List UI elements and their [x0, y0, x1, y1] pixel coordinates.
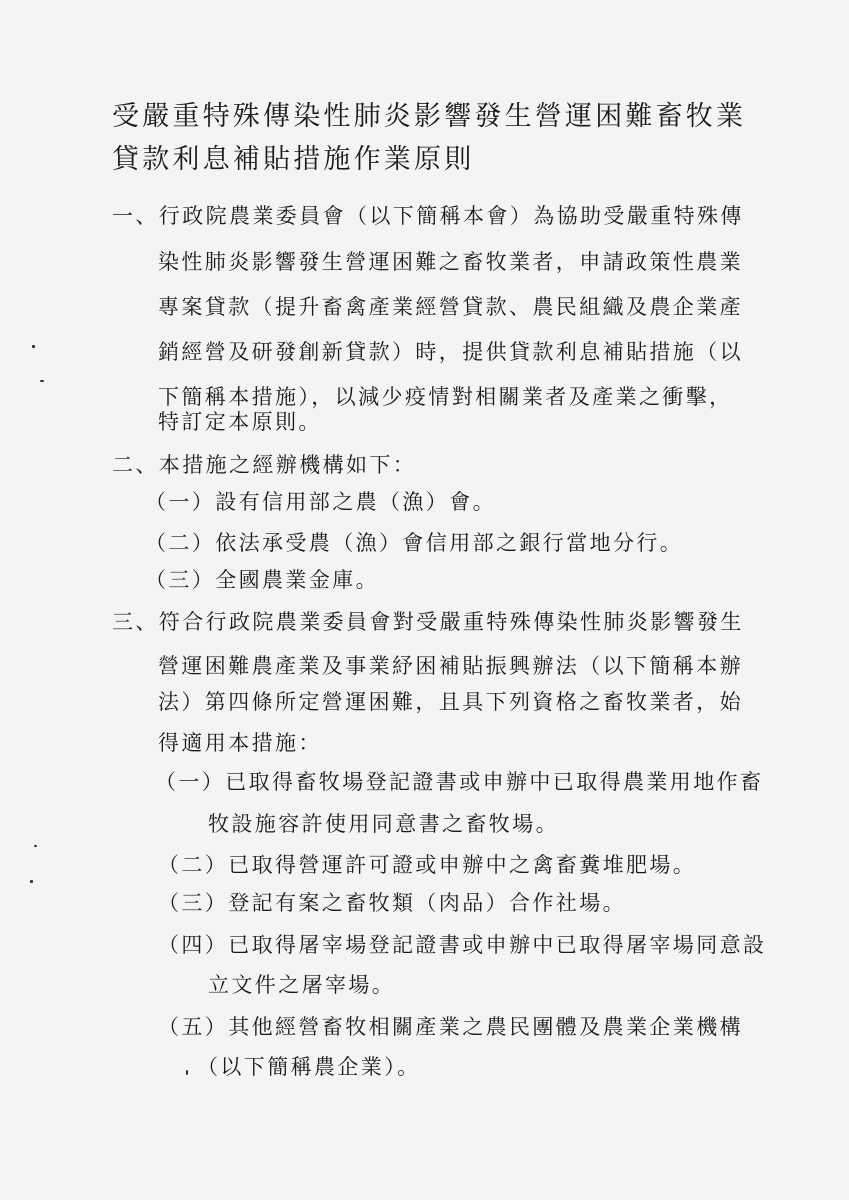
section-2-heading: 二、本措施之經辦機構如下： — [112, 453, 417, 477]
section-2-item-2: （二）依法承受農（漁）會信用部之銀行當地分行。 — [145, 531, 684, 555]
section-1-line-1: 一、行政院農業委員會（以下簡稱本會）為協助受嚴重特殊傳 — [112, 204, 744, 228]
scan-speck — [186, 1070, 188, 1075]
section-1-line-5: 下簡稱本措施），以減少疫情對相關業者及產業之衝擊， — [158, 385, 733, 409]
section-3-item-5-line-2: （以下簡稱農企業）。 — [197, 1055, 421, 1079]
section-3-line-3: 法）第四條所定營運困難，且具下列資格之畜牧業者，始 — [158, 690, 743, 714]
section-1-line-6: 特訂定本原則。 — [158, 410, 322, 434]
section-2-item-1: （一）設有信用部之農（漁）會。 — [145, 490, 496, 514]
section-1-line-4: 銷經營及研發創新貸款）時，提供貸款利息補貼措施（以 — [158, 340, 743, 364]
section-3-item-2: （二）已取得營運許可證或申辦中之禽畜糞堆肥場。 — [158, 853, 697, 877]
section-3-line-4: 得適用本措施： — [158, 731, 322, 755]
section-3-item-4-line-1: （四）已取得屠宰場登記證書或申辦中已取得屠宰場同意設 — [158, 933, 767, 957]
section-3-line-2: 營運困難農產業及事業紓困補貼振興辦法（以下簡稱本辦 — [158, 654, 743, 678]
section-3-item-4-line-2: 立文件之屠宰場。 — [208, 973, 396, 997]
section-1-line-2: 染性肺炎影響發生營運困難之畜牧業者，申請政策性農業 — [158, 250, 743, 274]
section-3-item-3: （三）登記有案之畜牧類（肉品）合作社場。 — [158, 891, 626, 915]
document-title-line-2: 貸款利息補貼措施作業原則 — [112, 144, 475, 175]
section-3-item-1-line-1: （一）已取得畜牧場登記證書或申辦中已取得農業用地作畜 — [155, 770, 764, 794]
section-3-line-1: 三、符合行政院農業委員會對受嚴重特殊傳染性肺炎影響發生 — [112, 610, 744, 634]
scan-speck — [34, 845, 37, 847]
document-title-line-1: 受嚴重特殊傳染性肺炎影響發生營運困難畜牧業 — [112, 101, 747, 132]
scan-speck — [40, 380, 44, 382]
scan-speck — [30, 880, 33, 883]
section-2-item-3: （三）全國農業金庫。 — [145, 568, 379, 592]
section-1-line-3: 專案貸款（提升畜禽產業經營貸款、農民組織及農企業產 — [158, 295, 743, 319]
scan-speck — [32, 345, 35, 348]
section-3-item-1-line-2: 牧設施容許使用同意書之畜牧場。 — [208, 812, 559, 836]
section-3-item-5-line-1: （五）其他經營畜牧相關產業之農民團體及農業企業機構 — [158, 1015, 743, 1039]
